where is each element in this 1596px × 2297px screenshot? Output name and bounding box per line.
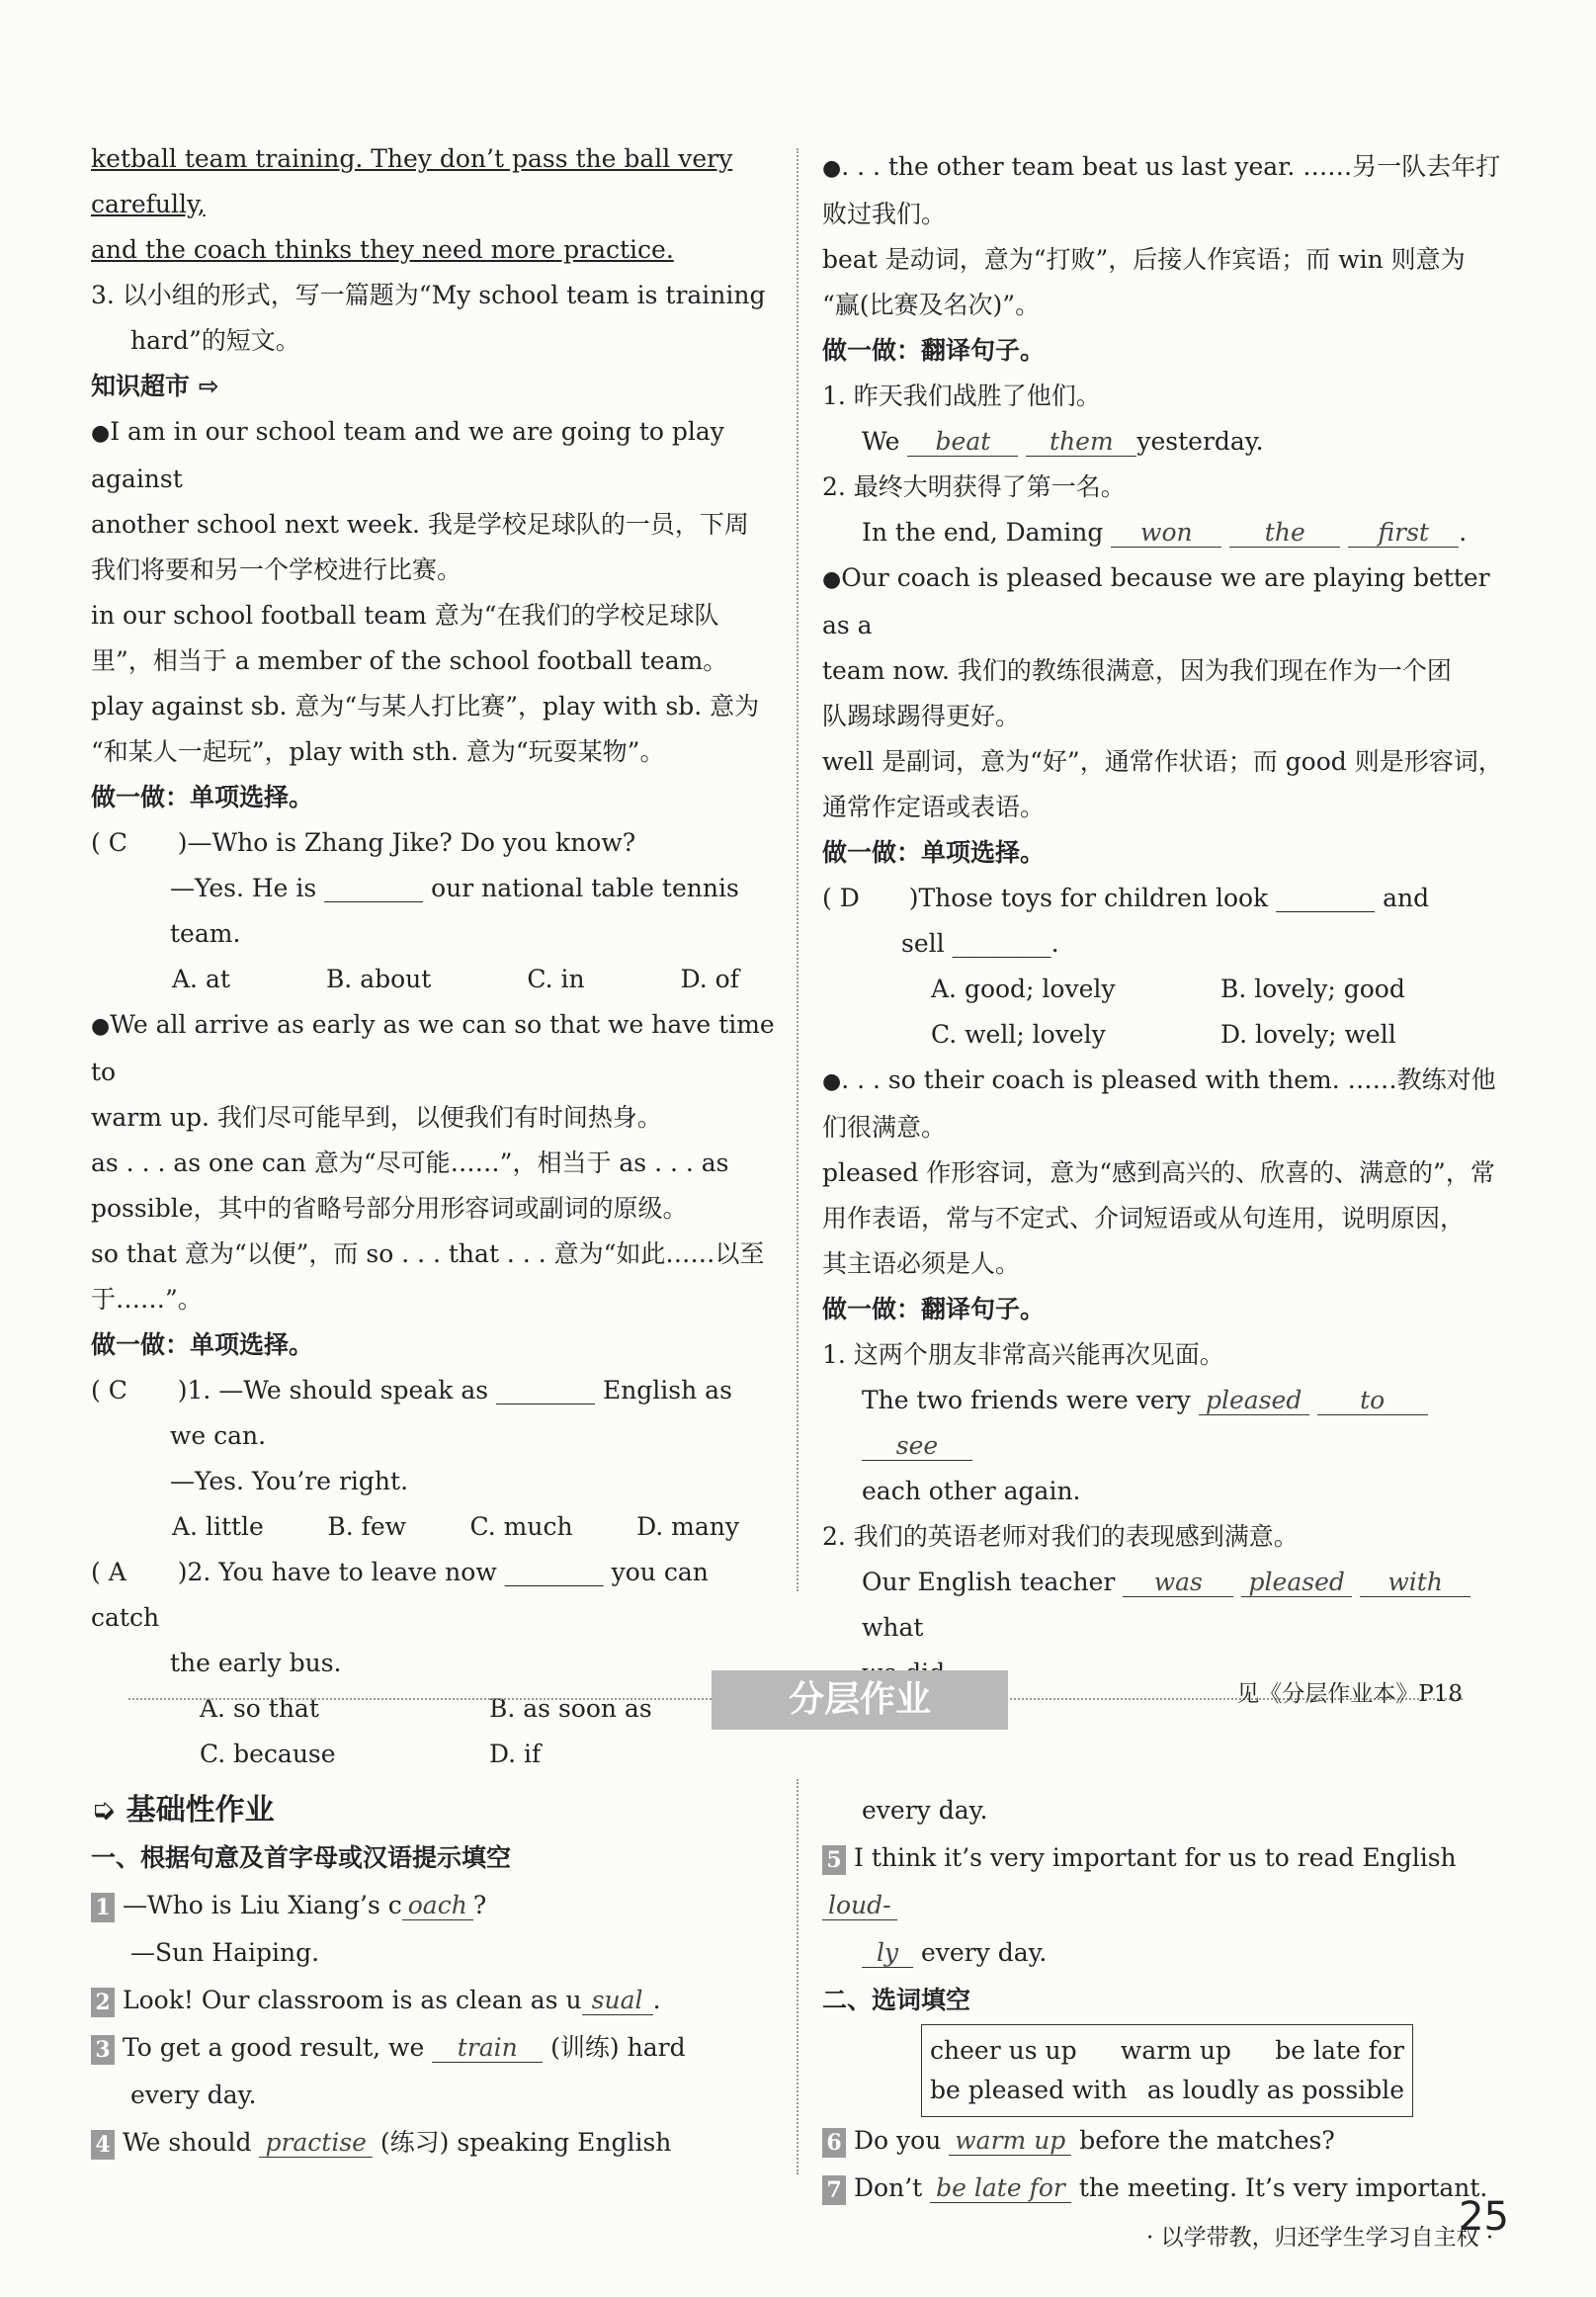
column-divider [797,148,798,1591]
blank[interactable]: practise [259,2129,373,2158]
option[interactable]: A. little [172,1512,264,1541]
number-badge: 4 [91,2130,115,2160]
exercise-label: 做一做：单项选择。 [91,1330,314,1359]
explanation: 于……”。 [91,1285,203,1314]
option[interactable]: B. about [325,965,432,993]
option[interactable]: D. lovely; well [1220,1020,1396,1049]
explanation: 通常作定语或表语。 [822,793,1046,821]
translate-2: 2. 最终大明获得了第一名。 [822,472,1126,501]
part-1-title: 一、根据句意及首字母或汉语提示填空 [91,1843,512,1872]
answer: A [108,1558,126,1586]
option[interactable]: A. at [172,965,230,993]
exercise-label: 做一做：翻译句子。 [822,336,1046,365]
explanation: beat 是动词，意为“打败”，后接人作宾语；而 win 则意为 [822,245,1466,274]
item-5: 5 I think it’s very important for us to read English loud- [822,1834,1510,1929]
item-2: 2 Look! Our classroom is as clean as u sual . [91,1977,779,2024]
word-bank-row [930,2071,1404,2110]
bullet-icon: ● [91,1014,111,1039]
blank[interactable]: pleased [1241,1569,1352,1597]
exercise-label: 做一做：单项选择。 [91,783,314,811]
answer: C [108,828,127,857]
translate-4-en: Our English teacher was pleased with what [822,1560,1510,1651]
knowledge-4: ●Our coach is pleased because we are playing better as a [822,563,1490,639]
band-title: 分层作业 [712,1670,1008,1730]
option[interactable]: C. well; lovely [931,1020,1106,1049]
word-option[interactable]: cheer us up [930,2036,1077,2065]
arrow-icon: ➭ [91,1793,117,1828]
left-column [91,136,779,1777]
explanation: well 是副词，意为“好”，通常作状语；而 good 则是形容词， [822,747,1503,776]
explanation: pleased 作形容词，意为“感到高兴的、欣喜的、满意的”，常 [822,1158,1495,1187]
number-badge: 7 [822,2175,846,2205]
options [91,957,779,1002]
bullet-icon: ● [822,156,842,181]
option[interactable]: A. so that [200,1694,319,1723]
option[interactable]: D. of [680,965,739,993]
intro-line: ketball team training. They don’t pass the ball very carefully, [91,144,733,218]
question-1: —Yes. He is ________ our national table tennis [170,874,739,902]
options [822,967,1510,1058]
homework-right [822,1787,1510,2212]
footer-motto: · 以学带教，归还学生学习自主权 · [1146,2225,1494,2251]
bullet-icon: ● [822,567,842,592]
item-5-cont: ly every day. [822,1929,1510,1977]
number-badge: 6 [822,2128,846,2158]
translate-1: 1. 昨天我们战胜了他们。 [822,382,1101,410]
word-option[interactable]: be late for [1275,2036,1404,2065]
item-3-cont: every day. [130,2081,257,2109]
task-3: 3. 以小组的形式，写一篇题为“My school team is training [91,281,766,309]
blank[interactable]: see [862,1432,972,1461]
homework-left [91,1787,779,2167]
explanation: “和某人一起玩”，play with sth. 意为“玩耍某物”。 [91,737,665,766]
blank[interactable]: warm up [949,2127,1071,2156]
column-divider [797,1779,798,2174]
question-1: ( C )—Who is Zhang Jike? Do you know? [91,820,779,866]
word-bank-row [930,2031,1404,2071]
item-7: 7 Don’t be late for the meeting. It’s very important. [822,2165,1510,2212]
option[interactable]: D. if [489,1740,542,1768]
part-2-title: 二、选词填空 [822,1986,971,2014]
option[interactable]: B. as soon as [489,1694,652,1723]
question-4: sell ________. [901,929,1059,958]
knowledge-5: ●. . . so their coach is pleased with them. ……教练对他 [822,1065,1496,1094]
item-4: 4 We should practise (练习) speaking English [91,2119,779,2167]
translate-3: 1. 这两个朋友非常高兴能再次见面。 [822,1340,1224,1369]
question-3: ( A )2. You have to leave now ________ you can catch [91,1550,779,1641]
knowledge-1: another school next week. 我是学校足球队的一员，下周 [91,510,749,539]
knowledge-5: 们很满意。 [822,1113,947,1142]
knowledge-2: warm up. 我们尽可能早到，以便我们有时间热身。 [91,1103,662,1132]
blank[interactable]: train [432,2034,543,2063]
blank[interactable]: them [1026,428,1136,457]
option[interactable]: B. lovely; good [1220,975,1405,1003]
number-badge: 3 [91,2035,115,2065]
blank[interactable]: the [1229,519,1340,548]
explanation: 其主语必须是人。 [822,1249,1021,1278]
question-1: team. [170,919,241,948]
knowledge-2: ●We all arrive as early as we can so that we have time to [91,1010,775,1086]
answer: C [108,1376,127,1404]
word-option[interactable]: be pleased with [930,2076,1128,2104]
number-badge: 5 [822,1845,846,1875]
knowledge-3: 败过我们。 [822,200,947,228]
exercise-label: 做一做：单项选择。 [822,838,1046,867]
option[interactable]: C. much [469,1512,573,1541]
question-2: ( C )1. —We should speak as ________ English as [91,1368,779,1413]
blank[interactable]: ly [862,1939,913,1968]
explanation: so that 意为“以便”，而 so . . . that . . . 意为“如此……以至 [91,1239,765,1268]
item-1: 1 —Who is Liu Xiang’s c oach ? [91,1882,779,1929]
translate-3-en: The two friends were very pleased to see [822,1378,1510,1469]
question-4: ( D )Those toys for children look ________ and [822,876,1510,921]
blank[interactable]: with [1360,1569,1470,1597]
bullet-icon: ● [91,421,111,446]
knowledge-3: ●. . . the other team beat us last year. ……另一队去年打 [822,152,1501,181]
task-3-cont: hard”的短文。 [130,326,300,355]
word-option[interactable]: as loudly as possible [1146,2076,1404,2104]
question-3: the early bus. [170,1649,342,1677]
option[interactable]: C. in [527,965,585,993]
number-badge: 2 [91,1988,115,2017]
explanation: 里”，相当于 a member of the school football team。 [91,646,728,675]
blank[interactable]: to [1317,1387,1428,1415]
translate-1-en: We beat them yesterday. [862,427,1264,456]
explanation: in our school football team 意为“在我们的学校足球队 [91,601,719,630]
word-option[interactable]: warm up [1120,2036,1231,2065]
exercise-label: 做一做：翻译句子。 [822,1295,1046,1323]
translate-3-en: each other again. [862,1477,1081,1505]
intro-line: and the coach thinks they need more practice. [91,235,674,264]
answer: D [839,884,860,912]
section-title: 知识超市 ⇨ [91,372,219,400]
blank[interactable]: sual [582,1987,653,2015]
option[interactable]: A. good; lovely [931,975,1116,1003]
blank[interactable]: be late for [930,2174,1071,2203]
item-6: 6 Do you warm up before the matches? [822,2117,1510,2165]
knowledge-4: team now. 我们的教练很满意，因为我们现在作为一个团 [822,656,1452,685]
blank[interactable]: loud- [822,1892,897,1920]
blank[interactable]: oach [402,1892,473,1920]
blank[interactable]: beat [907,428,1018,457]
word-bank [921,2024,1413,2117]
explanation: 用作表语，常与不定式、介词短语或从句连用，说明原因， [822,1204,1466,1233]
bullet-icon: ● [822,1069,842,1094]
explanation: play against sb. 意为“与某人打比赛”，play with sb. 意为 [91,692,760,721]
section-band [128,1670,1463,1730]
band-reference: 见《分层作业本》P18 [1236,1681,1463,1707]
blank[interactable]: was [1123,1569,1233,1597]
options [91,1504,779,1550]
translate-2-en: In the end, Daming won the first . [862,518,1468,547]
question-2: —Yes. You’re right. [170,1467,409,1495]
right-column [822,144,1510,1696]
item-4-cont: every day. [862,1796,988,1825]
translate-4: 2. 我们的英语老师对我们的表现感到满意。 [822,1522,1299,1551]
knowledge-4: 队踢球踢得更好。 [822,702,1021,730]
option[interactable]: D. many [636,1512,739,1541]
item-1-answer: —Sun Haiping. [130,1938,320,1967]
blank[interactable]: pleased [1199,1387,1309,1415]
number-badge: 1 [91,1893,115,1922]
explanation: as . . . as one can 意为“尽可能……”，相当于 as . . . as [91,1148,729,1177]
option[interactable]: C. because [200,1740,336,1768]
blank[interactable]: first [1348,519,1459,548]
blank[interactable]: won [1111,519,1221,548]
option[interactable]: B. few [327,1512,407,1541]
question-2: we can. [170,1421,267,1450]
knowledge-1: ●I am in our school team and we are going to play against [91,417,724,493]
knowledge-1: 我们将要和另一个学校进行比赛。 [91,555,462,584]
explanation: “赢(比赛及名次)”。 [822,291,1041,319]
explanation: possible，其中的省略号部分用形容词或副词的原级。 [91,1194,688,1223]
homework-title: ➭ 基础性作业 [91,1793,275,1828]
item-3: 3 To get a good result, we train (训练) hard [91,2024,779,2072]
arrow-icon: ⇨ [198,372,219,400]
page-number: 25 [1459,2194,1509,2240]
